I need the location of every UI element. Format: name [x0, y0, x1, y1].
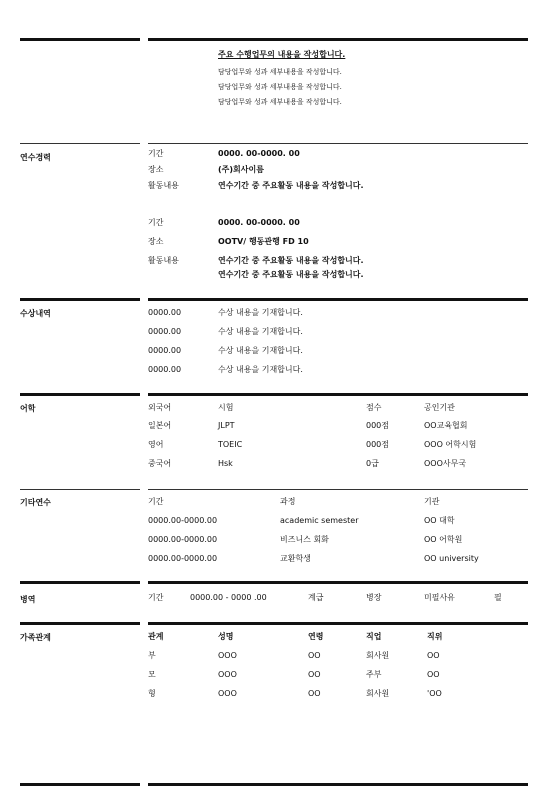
award-3-text: 수상 내용을 기재합니다. [218, 346, 303, 355]
training-row-2-institution: OO 어학원 [424, 535, 463, 544]
activity-2-content-2: 연수기간 중 주요활동 내용을 작성합니다. [218, 270, 364, 279]
training-rule-left [20, 489, 140, 490]
language-rule-left [20, 393, 140, 396]
family-row-2-age: OO [308, 670, 321, 679]
language-row-3-score: 0급 [366, 459, 379, 468]
military-rule-left [20, 581, 140, 584]
award-1-date: 0000.00 [148, 308, 182, 317]
awards-title: 수상내역 [20, 309, 51, 318]
training-title: 기타연수 [20, 498, 51, 507]
activity-1-period-label: 기간 [148, 149, 164, 158]
family-row-3-name: OOO [218, 689, 237, 698]
family-row-3-job: 회사원 [366, 689, 390, 698]
training-row-3-institution: OO university [424, 554, 479, 563]
family-rule-left [20, 622, 140, 625]
language-row-3-agency: OOO사무국 [424, 459, 467, 468]
family-row-1-position: OO [427, 651, 440, 660]
training-header-institution: 기관 [424, 497, 440, 506]
military-rule-right [148, 581, 528, 584]
military-exempt-value: 필 [494, 593, 502, 602]
awards-rule-left [20, 298, 140, 301]
activity-1-place-label: 장소 [148, 165, 164, 174]
language-title: 어학 [20, 404, 36, 413]
activity-2-place-label: 장소 [148, 237, 164, 246]
language-row-3-language: 중국어 [148, 459, 172, 468]
language-row-2-language: 영어 [148, 440, 164, 449]
language-header-test: 시험 [218, 403, 234, 412]
top-heading: 주요 수행업무의 내용을 작성합니다. [218, 50, 346, 59]
military-branch: 병장 [366, 593, 382, 602]
family-title: 가족관계 [20, 633, 51, 642]
language-row-2-test: TOEIC [218, 440, 243, 449]
military-period-label: 기간 [148, 593, 164, 602]
training-row-3-course: 교환학생 [280, 554, 311, 563]
top-line-2: 담당업무와 성과 세부내용을 작성합니다. [218, 83, 342, 91]
activity-1-place: (주)회사이름 [218, 165, 264, 174]
family-header-relation: 관계 [148, 632, 164, 641]
bottom-rule-left [20, 783, 140, 786]
military-rank-label: 계급 [308, 593, 324, 602]
family-row-1-name: OOO [218, 651, 237, 660]
language-row-1-language: 일본어 [148, 421, 172, 430]
bottom-rule-right [148, 783, 528, 786]
language-row-2-agency: OOO 어학시험 [424, 440, 477, 449]
family-row-1-job: 회사원 [366, 651, 390, 660]
training-row-2-period: 0000.00-0000.00 [148, 535, 218, 544]
activity-1-content-label: 활동내용 [148, 181, 179, 190]
family-header-age: 연령 [308, 632, 324, 641]
award-4-date: 0000.00 [148, 365, 182, 374]
language-header-agency: 공인기관 [424, 403, 455, 412]
language-row-1-score: 000점 [366, 421, 389, 430]
language-header-language: 외국어 [148, 403, 172, 412]
military-exempt-label: 미필사유 [424, 593, 455, 602]
training-header-period: 기간 [148, 497, 164, 506]
family-row-3-relation: 형 [148, 689, 156, 698]
activities-rule-left [20, 143, 140, 144]
awards-rule-right [148, 298, 528, 301]
activity-2-period: 0000. 00-0000. 00 [218, 218, 300, 227]
award-3-date: 0000.00 [148, 346, 182, 355]
top-line-1: 담당업무와 성과 세부내용을 작성합니다. [218, 68, 342, 76]
top-rule-left [20, 38, 140, 41]
family-header-position: 직위 [427, 632, 443, 641]
award-4-text: 수상 내용을 기재합니다. [218, 365, 303, 374]
family-row-3-position: 'OO [427, 689, 442, 698]
military-period: 0000.00 - 0000 .00 [190, 593, 267, 602]
family-row-1-age: OO [308, 651, 321, 660]
language-row-1-test: JLPT [218, 421, 235, 430]
family-row-1-relation: 부 [148, 651, 156, 660]
activity-2-period-label: 기간 [148, 218, 164, 227]
military-title: 병역 [20, 595, 36, 604]
award-1-text: 수상 내용을 기재합니다. [218, 308, 303, 317]
award-2-date: 0000.00 [148, 327, 182, 336]
language-header-score: 점수 [366, 403, 382, 412]
award-2-text: 수상 내용을 기재합니다. [218, 327, 303, 336]
family-row-3-age: OO [308, 689, 321, 698]
training-rule-right [148, 489, 528, 490]
language-row-1-agency: OO교육협회 [424, 421, 468, 430]
activity-2-content-1: 연수기간 중 주요활동 내용을 작성합니다. [218, 256, 364, 265]
activity-1-period: 0000. 00-0000. 00 [218, 149, 300, 158]
family-row-2-relation: 모 [148, 670, 156, 679]
activities-title: 연수경력 [20, 153, 51, 162]
training-row-2-course: 비즈니스 회화 [280, 535, 329, 544]
top-line-3: 담당업무와 성과 세부내용을 작성합니다. [218, 98, 342, 106]
training-row-3-period: 0000.00-0000.00 [148, 554, 218, 563]
training-row-1-institution: OO 대학 [424, 516, 455, 525]
training-header-course: 과정 [280, 497, 296, 506]
family-rule-right [148, 622, 528, 625]
family-row-2-name: OOO [218, 670, 237, 679]
family-row-2-job: 주부 [366, 670, 382, 679]
language-row-2-score: 000점 [366, 440, 389, 449]
activity-2-content-label: 활동내용 [148, 256, 179, 265]
activity-1-content-1: 연수기간 중 주요활동 내용을 작성합니다. [218, 181, 364, 190]
family-header-job: 직업 [366, 632, 382, 641]
top-rule-right [148, 38, 528, 41]
training-row-1-course: academic semester [280, 516, 359, 525]
family-row-2-position: OO [427, 670, 440, 679]
family-header-name: 성명 [218, 632, 234, 641]
training-row-1-period: 0000.00-0000.00 [148, 516, 218, 525]
language-rule-right [148, 393, 528, 396]
activities-rule-right [148, 143, 528, 144]
activity-2-place: OOTV/ 행동관행 FD 10 [218, 237, 309, 246]
language-row-3-test: Hsk [218, 459, 233, 468]
